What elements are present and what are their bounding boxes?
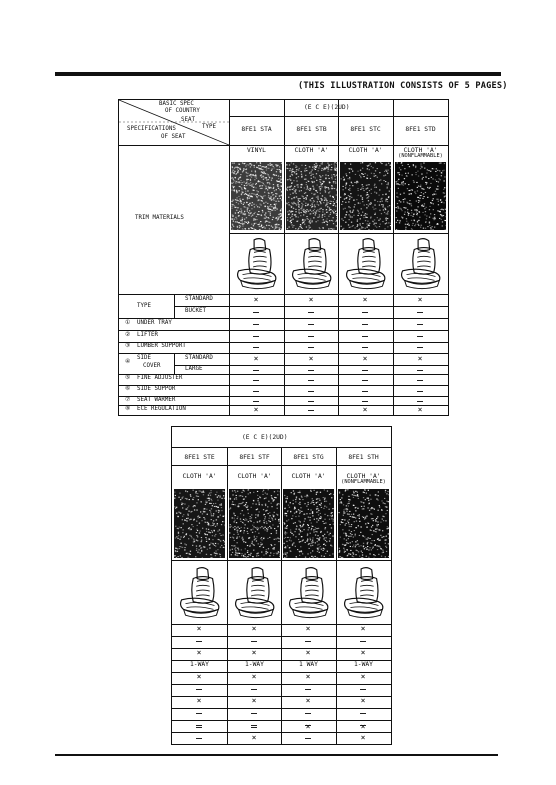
cell-mark: [251, 689, 257, 690]
cell-mark: ×: [417, 354, 423, 363]
cell-mark: ×: [251, 733, 257, 742]
row-fine-num: ⑤: [125, 375, 131, 381]
trim-swatch: [283, 489, 334, 562]
cell-mark: [417, 336, 423, 337]
corner-of-country: OF COUNTRY: [165, 108, 200, 114]
cell-mark: ×: [253, 405, 259, 414]
cell-mark: [362, 391, 368, 392]
cell-mark: ×: [196, 624, 202, 633]
lifter-value: 1 WAY: [299, 661, 318, 668]
seat-illustration: [396, 236, 446, 296]
cell-mark: [362, 312, 368, 313]
cell-mark: ×: [196, 648, 202, 657]
cell-mark: [251, 713, 257, 714]
cell-mark: ×: [360, 722, 366, 731]
corner-basic-spec: BASIC SPEC: [159, 101, 194, 107]
trim-swatch: [340, 162, 391, 234]
column-material: CLOTH 'A': [403, 147, 438, 154]
cell-mark: ×: [305, 696, 311, 705]
column-code: 8FE1 STA: [241, 126, 272, 133]
cell-mark: ×: [305, 722, 311, 731]
cell-mark: ×: [362, 295, 368, 304]
country-label: (E C E)(2UD): [304, 104, 350, 111]
column-code: 8FE1 STH: [348, 454, 379, 461]
cell-mark: [253, 380, 259, 381]
cell-mark: [362, 336, 368, 337]
row-side: SIDE: [137, 355, 151, 361]
row-lumber-num: ③: [125, 343, 131, 349]
cell-mark: [196, 641, 202, 642]
cell-mark: [308, 324, 314, 325]
column-material: CLOTH 'A': [182, 473, 217, 480]
cell-mark: [253, 370, 259, 371]
corner-of-seat: OF SEAT: [161, 134, 186, 140]
row-seat-warmer: SEAT WARMER: [137, 397, 176, 403]
corner-seat: SEAT: [181, 117, 195, 123]
cell-mark: ×: [251, 624, 257, 633]
cell-mark: [417, 391, 423, 392]
cell-mark: ×: [305, 672, 311, 681]
cell-mark: [417, 347, 423, 348]
cell-mark: [308, 336, 314, 337]
cell-mark: [362, 324, 368, 325]
column-code: 8FE1 STB: [296, 126, 327, 133]
seat-illustration: [232, 236, 282, 296]
row-type: TYPE: [137, 303, 151, 309]
corner-type: TYPE: [202, 124, 216, 130]
column-material: CLOTH 'A': [348, 147, 383, 154]
cell-mark: [308, 391, 314, 392]
column-material-note: (NONFLAMMABLE): [398, 153, 443, 159]
cell-mark: [362, 347, 368, 348]
seat-spec-table-2: [171, 426, 392, 745]
row-ece-regulation: ECE REGULATION: [137, 406, 186, 412]
trim-materials-label: TRIM MATERIALS: [135, 215, 184, 221]
cell-mark: ×: [417, 405, 423, 414]
row-standard: STANDARD: [185, 296, 213, 302]
row-under-tray: UNDER TRAY: [137, 320, 172, 326]
cell-mark: [253, 401, 259, 402]
cell-mark: [253, 347, 259, 348]
column-material-note: (NONFLAMMABLE): [341, 479, 386, 485]
cell-mark: [305, 738, 311, 739]
cell-mark: [308, 347, 314, 348]
cell-mark: [308, 312, 314, 313]
cell-mark: ×: [308, 295, 314, 304]
cell-mark: [305, 713, 311, 714]
row-side-num: ④: [125, 359, 131, 365]
row-side-large: LARGE: [185, 366, 203, 372]
cell-mark: [360, 713, 366, 714]
row-side-suppor: SIDE SUPPOR: [137, 386, 176, 392]
cell-mark: [251, 727, 257, 728]
seat-illustration: [230, 565, 280, 625]
cell-mark: [251, 725, 257, 726]
seat-illustration: [175, 565, 225, 625]
row-sidesup-num: ⑥: [125, 386, 131, 392]
row-bucket: BUCKET: [185, 308, 206, 314]
row-lifter: LIFTER: [137, 332, 158, 338]
cell-mark: [253, 312, 259, 313]
column-material: CLOTH 'A': [237, 473, 272, 480]
cell-mark: [360, 689, 366, 690]
row-lumber-support: LUMBER SUPPORT: [137, 343, 186, 349]
cell-mark: [251, 641, 257, 642]
country-label-2: (E C E)(2UD): [242, 434, 288, 441]
cell-mark: [308, 380, 314, 381]
cell-mark: ×: [305, 648, 311, 657]
cell-mark: [362, 370, 368, 371]
column-code: 8FE1 STG: [293, 454, 324, 461]
cell-mark: [308, 401, 314, 402]
cell-mark: ×: [308, 354, 314, 363]
cell-mark: ×: [253, 354, 259, 363]
column-material: CLOTH 'A': [291, 473, 326, 480]
row-under-tray-num: ①: [125, 320, 131, 326]
column-material: CLOTH 'A': [294, 147, 329, 154]
top-rule: [55, 72, 501, 76]
cell-mark: ×: [360, 696, 366, 705]
cell-mark: [417, 312, 423, 313]
trim-swatch: [231, 162, 282, 234]
seat-illustration: [284, 565, 334, 625]
corner-specifications: SPECIFICATIONS: [127, 126, 176, 132]
cell-mark: [253, 336, 259, 337]
trim-swatch: [338, 489, 389, 562]
trim-swatch: [286, 162, 337, 234]
pages-note: (THIS ILLUSTRATION CONSISTS OF 5 PAGES): [298, 81, 508, 91]
cell-mark: ×: [362, 354, 368, 363]
seat-illustration: [287, 236, 337, 296]
trim-swatch: [395, 162, 446, 234]
cell-mark: ×: [251, 648, 257, 657]
column-code: 8FE1 STC: [350, 126, 381, 133]
lifter-value: 1-WAY: [190, 661, 209, 668]
column-material: CLOTH 'A': [346, 473, 381, 480]
cell-mark: ×: [253, 295, 259, 304]
row-warmer-num: ⑦: [125, 397, 131, 403]
cell-mark: ×: [196, 672, 202, 681]
column-material: VINYL: [247, 147, 266, 154]
cell-mark: ×: [251, 672, 257, 681]
trim-swatch: [229, 489, 280, 562]
lifter-value: 1-WAY: [245, 661, 264, 668]
cell-mark: ×: [360, 624, 366, 633]
row-ece-num: ⑧: [125, 406, 131, 412]
lifter-value: 1-WAY: [354, 661, 373, 668]
cell-mark: [362, 401, 368, 402]
cell-mark: ×: [360, 648, 366, 657]
cell-mark: ×: [196, 696, 202, 705]
cell-mark: ×: [360, 733, 366, 742]
cell-mark: [417, 370, 423, 371]
cell-mark: [417, 401, 423, 402]
cell-mark: [196, 713, 202, 714]
cell-mark: [308, 410, 314, 411]
cell-mark: [308, 370, 314, 371]
row-side-standard: STANDARD: [185, 355, 213, 361]
cell-mark: [196, 727, 202, 728]
cell-mark: [196, 738, 202, 739]
row-fine-adjuster: FINE ADJUSTER: [137, 375, 183, 381]
cell-mark: ×: [417, 295, 423, 304]
cell-mark: [253, 391, 259, 392]
cell-mark: [305, 689, 311, 690]
seat-illustration: [339, 565, 389, 625]
column-code: 8FE1 STF: [239, 454, 270, 461]
cell-mark: [196, 725, 202, 726]
cell-mark: ×: [360, 672, 366, 681]
seat-spec-table-1: [118, 99, 449, 416]
row-lifter-num: ②: [125, 332, 131, 338]
cell-mark: [305, 641, 311, 642]
bottom-rule: [55, 754, 498, 756]
cell-mark: ×: [362, 405, 368, 414]
cell-mark: [360, 641, 366, 642]
cell-mark: ×: [251, 696, 257, 705]
seat-illustration: [341, 236, 391, 296]
row-cover: COVER: [143, 363, 161, 369]
cell-mark: [417, 324, 423, 325]
column-code: 8FE1 STE: [184, 454, 215, 461]
cell-mark: [362, 380, 368, 381]
cell-mark: [253, 324, 259, 325]
cell-mark: [417, 380, 423, 381]
column-code: 8FE1 STD: [405, 126, 436, 133]
cell-mark: ×: [305, 624, 311, 633]
trim-swatch: [174, 489, 225, 562]
cell-mark: [196, 689, 202, 690]
